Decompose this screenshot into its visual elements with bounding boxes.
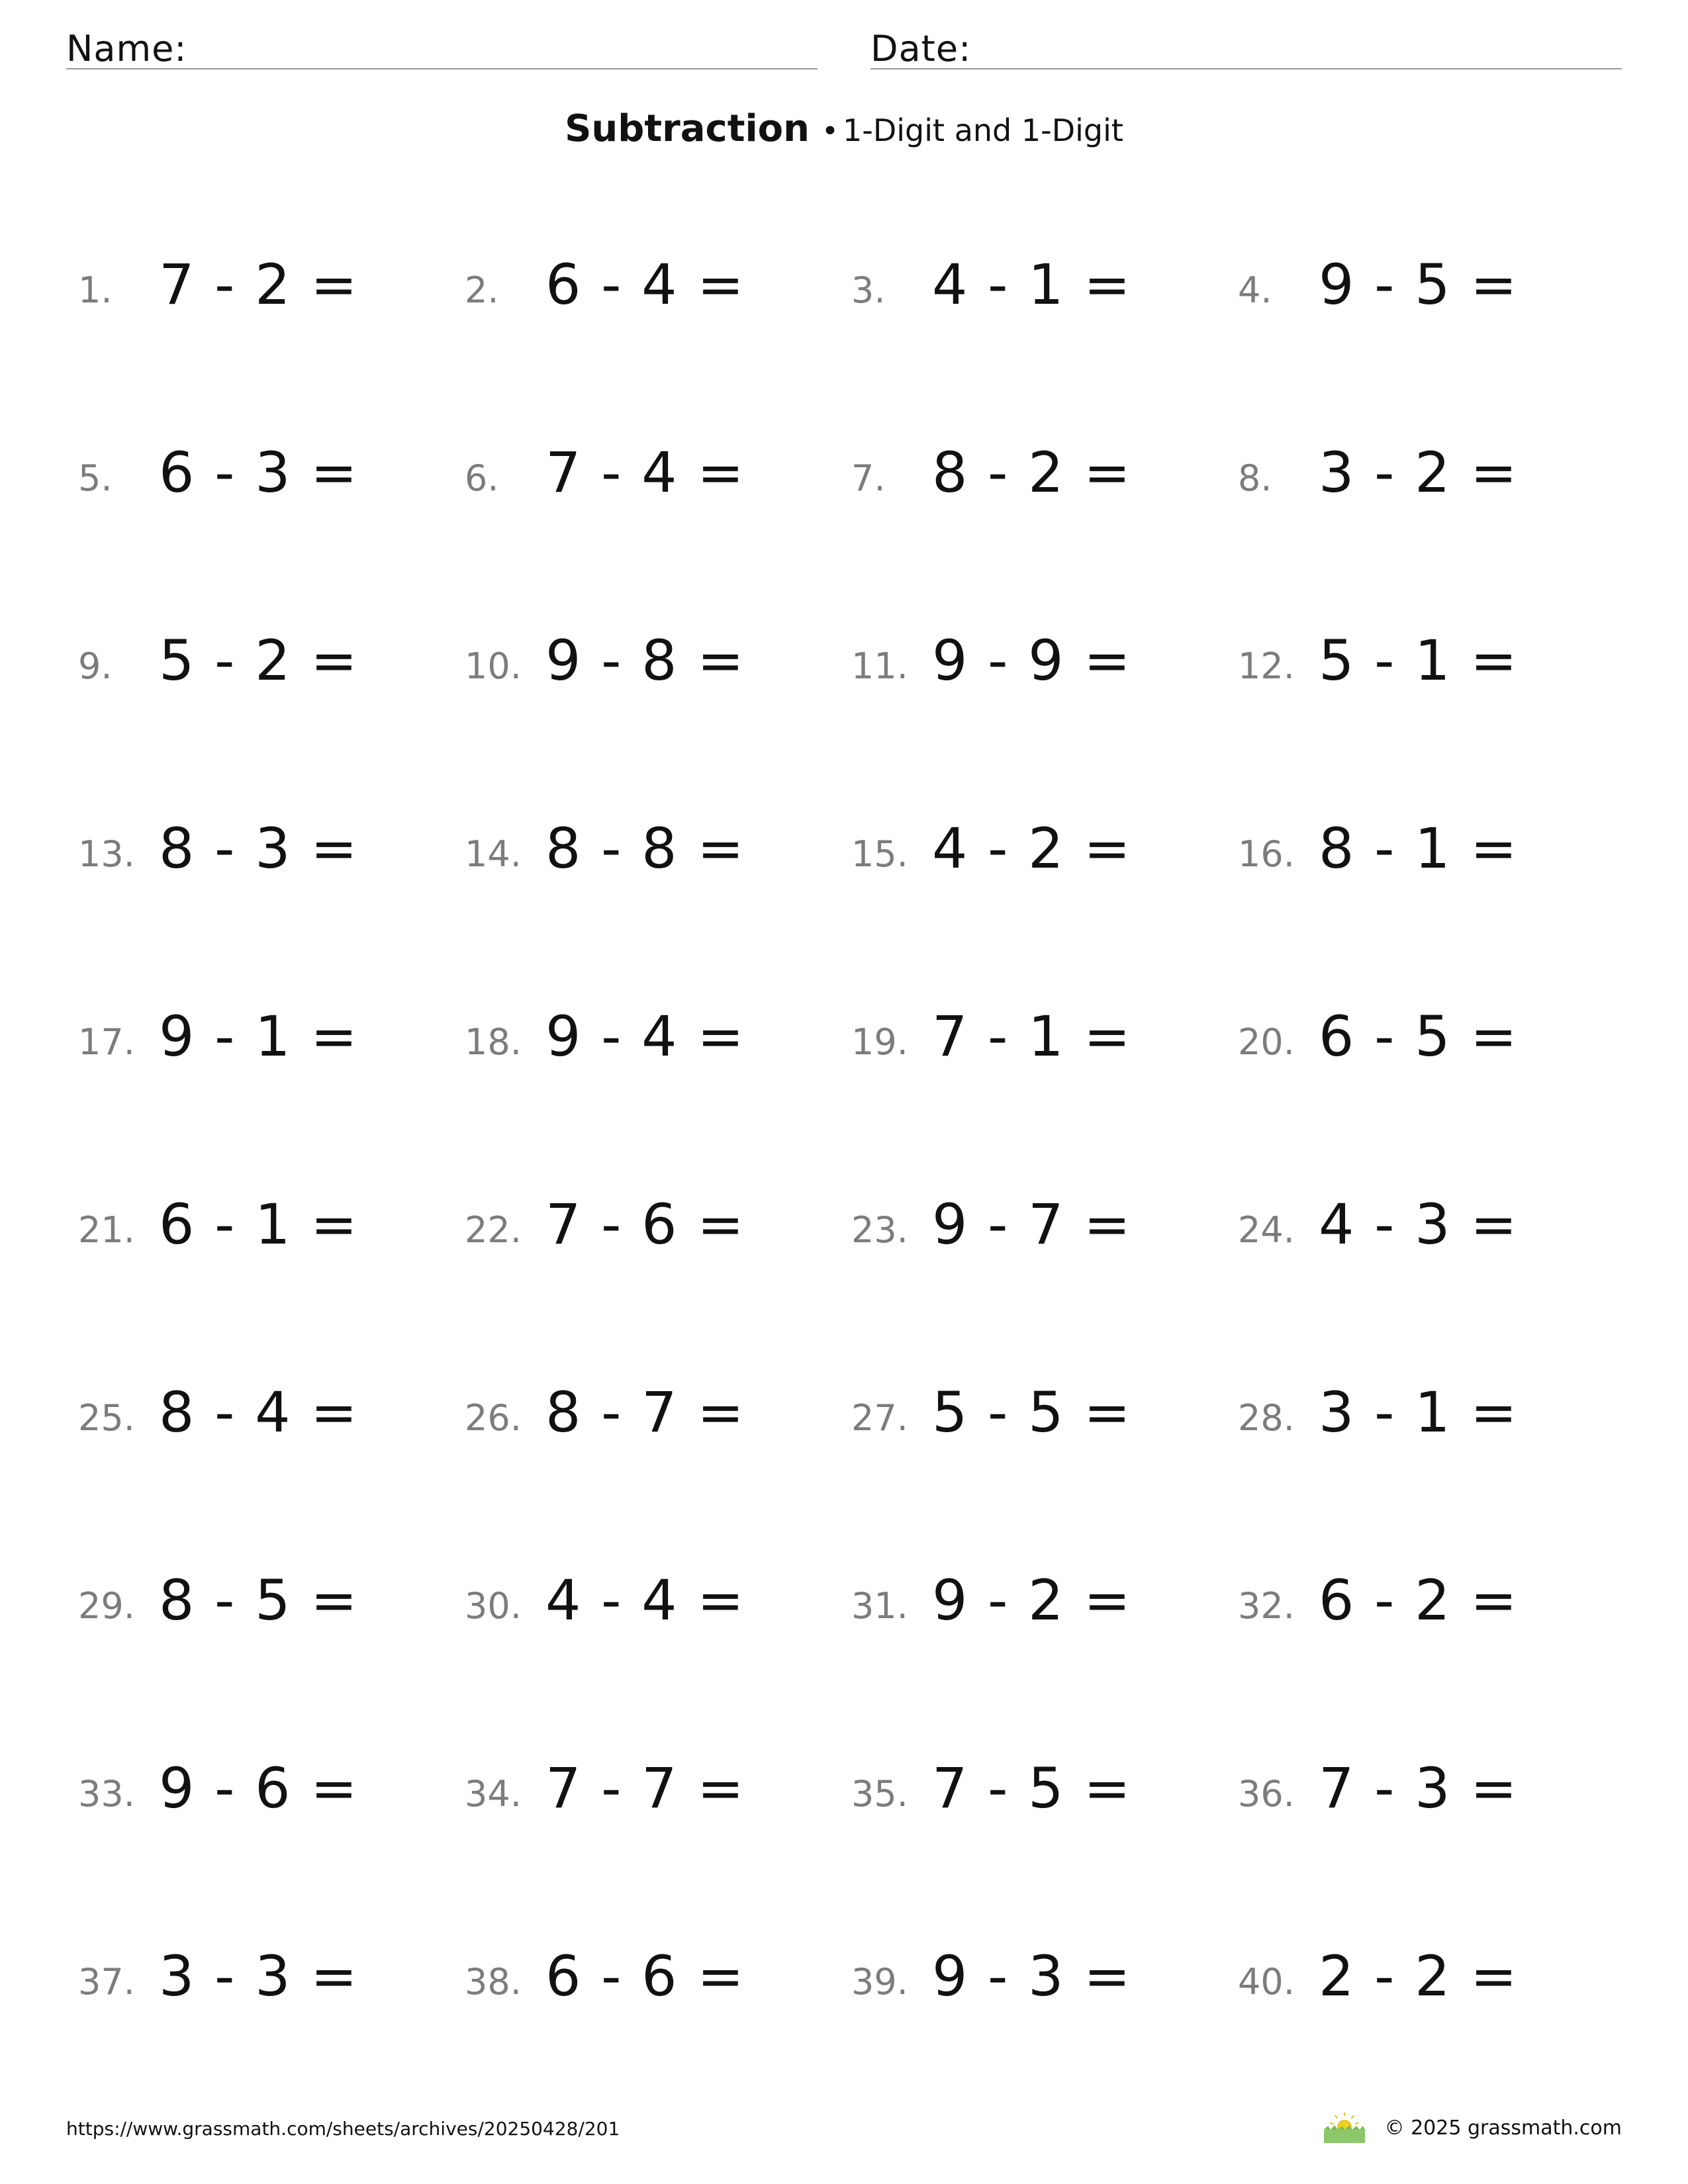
problem-number: 37. [78,1961,135,2003]
problem-expression: 9 - 9 = [932,628,1132,693]
problem-item [78,1756,449,1829]
problem-item [465,1005,835,1077]
problem-number: 40. [1238,1961,1295,2003]
date-label: Date: [870,28,972,69]
worksheet-title [0,107,1688,150]
problem-item [1238,1944,1609,2017]
problem-item [851,253,1222,326]
problem-number: 4. [1238,269,1272,311]
problem-number: 5. [78,457,113,499]
problem-expression: 8 - 1 = [1319,816,1519,881]
problem-number: 35. [851,1773,908,1815]
problem-number: 31. [851,1585,908,1627]
name-label: Name: [66,28,187,69]
problem-number: 9. [78,645,113,687]
problem-expression: 4 - 2 = [932,816,1132,881]
title-subtitle: 1-Digit and 1-Digit [842,113,1123,148]
problem-item [78,1944,449,2017]
problem-expression: 8 - 4 = [159,1380,359,1445]
problem-expression: 4 - 1 = [932,252,1132,317]
problem-number: 10. [465,645,522,687]
problem-expression: 6 - 2 = [1319,1568,1519,1633]
problem-item [1238,1756,1609,1829]
problem-expression: 7 - 4 = [545,440,745,505]
problem-item [78,1569,449,1641]
problem-expression: 7 - 7 = [545,1756,745,1821]
problem-expression: 2 - 2 = [1319,1944,1519,2009]
problem-item [851,441,1222,514]
problem-expression: 9 - 3 = [932,1944,1132,2009]
problem-item [78,1193,449,1265]
problem-item [78,1005,449,1077]
problem-expression: 3 - 1 = [1319,1380,1519,1445]
problem-item [851,1005,1222,1077]
problem-item [465,1381,835,1453]
problem-item [851,1756,1222,1829]
copyright-text: © 2025 grassmath.com [1384,2116,1622,2140]
problem-number: 28. [1238,1397,1295,1439]
problem-item [1238,629,1609,702]
problem-number: 25. [78,1397,135,1439]
title-bullet: • [821,114,839,148]
problem-number: 33. [78,1773,135,1815]
problem-item [465,1193,835,1265]
problem-number: 16. [1238,833,1295,875]
problem-number: 23. [851,1209,908,1251]
name-field[interactable] [66,20,818,69]
problem-expression: 6 - 5 = [1319,1004,1519,1069]
problem-item [78,629,449,702]
footer-branding [1321,2111,1622,2144]
problem-number: 14. [465,833,522,875]
problem-number: 18. [465,1021,522,1063]
problem-item [1238,1193,1609,1265]
problem-item [465,441,835,514]
problem-number: 22. [465,1209,522,1251]
problem-number: 17. [78,1021,135,1063]
problem-item [851,1569,1222,1641]
problem-expression: 9 - 7 = [932,1192,1132,1257]
problem-item [851,1193,1222,1265]
problem-number: 26. [465,1397,522,1439]
problem-expression: 3 - 3 = [159,1944,359,2009]
problem-number: 21. [78,1209,135,1251]
problem-item [1238,253,1609,326]
problem-number: 7. [851,457,886,499]
footer-url[interactable]: https://www.grassmath.com/sheets/archives/20250428/201 [66,2118,620,2140]
problem-number: 2. [465,269,499,311]
problem-number: 34. [465,1773,522,1815]
problem-expression: 9 - 1 = [159,1004,359,1069]
problem-expression: 8 - 5 = [159,1568,359,1633]
problem-number: 32. [1238,1585,1295,1627]
problem-item [465,1756,835,1829]
problem-number: 36. [1238,1773,1295,1815]
problem-item [1238,1381,1609,1453]
problem-item [851,817,1222,889]
problem-expression: 9 - 6 = [159,1756,359,1821]
problem-number: 27. [851,1397,908,1439]
problem-number: 30. [465,1585,522,1627]
problem-expression: 8 - 2 = [932,440,1132,505]
problem-number: 13. [78,833,135,875]
problem-number: 24. [1238,1209,1295,1251]
title-main: Subtraction [565,107,810,150]
problem-expression: 6 - 3 = [159,440,359,505]
problem-expression: 4 - 4 = [545,1568,745,1633]
problem-number: 3. [851,269,886,311]
problem-item [1238,1005,1609,1077]
problem-expression: 6 - 6 = [545,1944,745,2009]
problem-item [1238,441,1609,514]
problem-expression: 8 - 3 = [159,816,359,881]
problem-expression: 9 - 2 = [932,1568,1132,1633]
problem-expression: 7 - 3 = [1319,1756,1519,1821]
problem-item [465,1569,835,1641]
sun-over-grass-icon [1321,2113,1368,2143]
problem-expression: 9 - 4 = [545,1004,745,1069]
problem-number: 38. [465,1961,522,2003]
problem-item [465,1944,835,2017]
problem-expression: 5 - 5 = [932,1380,1132,1445]
problem-number: 15. [851,833,908,875]
problem-item [78,441,449,514]
problem-item [465,629,835,702]
problem-number: 19. [851,1021,908,1063]
problem-number: 8. [1238,457,1272,499]
problem-expression: 5 - 1 = [1319,628,1519,693]
problem-item [78,1381,449,1453]
problem-number: 29. [78,1585,135,1627]
problem-expression: 6 - 1 = [159,1192,359,1257]
problem-expression: 7 - 1 = [932,1004,1132,1069]
problem-expression: 7 - 6 = [545,1192,745,1257]
problem-number: 39. [851,1961,908,2003]
date-field[interactable] [870,20,1622,69]
problem-item [1238,1569,1609,1641]
problem-expression: 8 - 8 = [545,816,745,881]
problem-expression: 5 - 2 = [159,628,359,693]
problem-expression: 6 - 4 = [545,252,745,317]
problem-item [465,253,835,326]
problem-expression: 9 - 5 = [1319,252,1519,317]
problem-item [851,629,1222,702]
problem-expression: 9 - 8 = [545,628,745,693]
problem-item [851,1381,1222,1453]
problem-item [1238,817,1609,889]
problem-item [465,817,835,889]
problem-item [851,1944,1222,2017]
problem-item [78,817,449,889]
problem-expression: 7 - 5 = [932,1756,1132,1821]
problem-number: 11. [851,645,908,687]
problem-expression: 7 - 2 = [159,252,359,317]
problem-number: 12. [1238,645,1295,687]
problem-expression: 4 - 3 = [1319,1192,1519,1257]
problem-expression: 8 - 7 = [545,1380,745,1445]
problem-number: 20. [1238,1021,1295,1063]
problem-expression: 3 - 2 = [1319,440,1519,505]
problem-number: 6. [465,457,499,499]
problem-item [78,253,449,326]
problem-number: 1. [78,269,113,311]
